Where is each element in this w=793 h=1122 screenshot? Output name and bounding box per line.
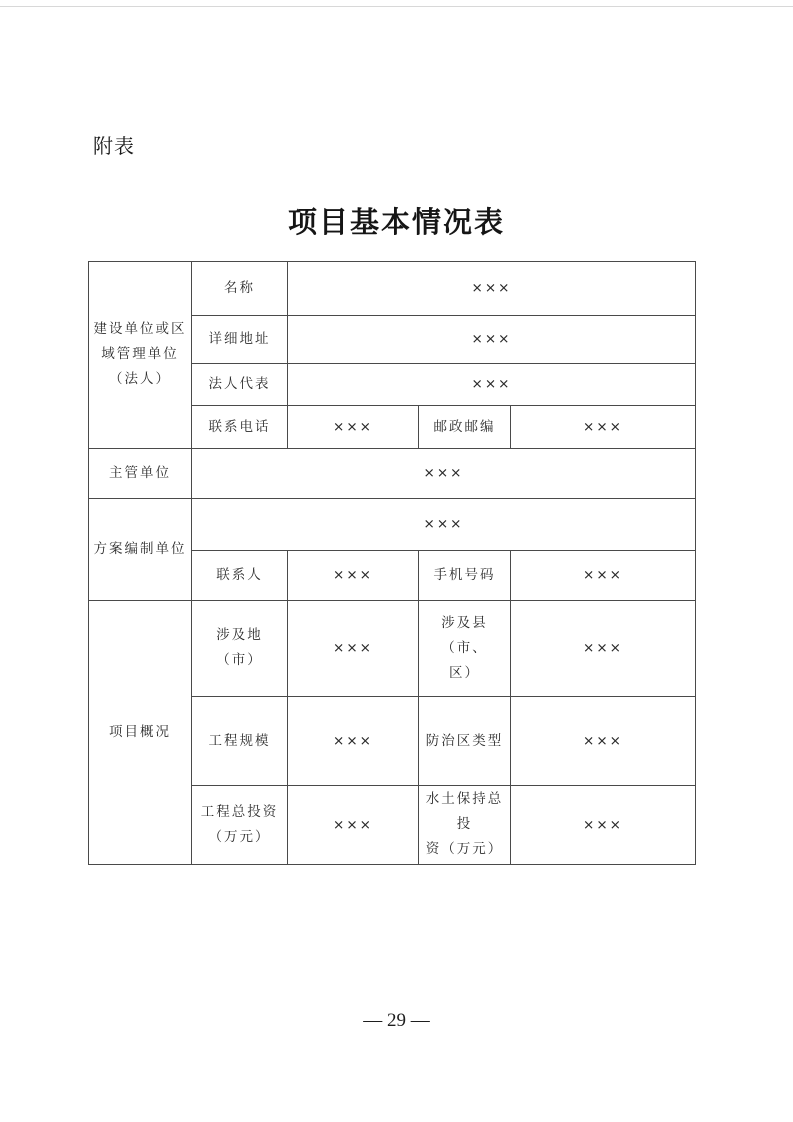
scale-value: ××× bbox=[288, 697, 419, 786]
zone-value: ××× bbox=[511, 697, 696, 786]
table-title: 项目基本情况表 bbox=[287, 205, 505, 239]
table-row bbox=[89, 262, 696, 316]
address-value: ××× bbox=[288, 316, 696, 364]
project-info-table bbox=[88, 261, 696, 865]
investment-label-line2: （万元） bbox=[208, 828, 271, 845]
phone-label: 联系电话 bbox=[192, 406, 288, 449]
page-number: — 29 — bbox=[363, 1010, 430, 1031]
authority-label: 主管单位 bbox=[89, 449, 192, 499]
scale-label: 工程规模 bbox=[192, 697, 288, 786]
builder-header-cell bbox=[89, 262, 192, 449]
city-value: ××× bbox=[288, 601, 419, 697]
postcode-label: 邮政邮编 bbox=[419, 406, 511, 449]
swc-investment-label-cell bbox=[419, 786, 511, 865]
legal-rep-label: 法人代表 bbox=[192, 364, 288, 406]
builder-header-line1: 建设单位或区 bbox=[93, 321, 187, 337]
investment-value: ××× bbox=[288, 786, 419, 865]
overview-label: 项目概况 bbox=[89, 601, 192, 865]
mobile-value: ××× bbox=[511, 551, 696, 601]
builder-header-line3: （法人） bbox=[109, 371, 171, 387]
name-value: ××× bbox=[288, 262, 696, 316]
zone-label: 防治区类型 bbox=[419, 697, 511, 786]
contact-value: ××× bbox=[288, 551, 419, 601]
investment-label-line1: 工程总投资 bbox=[200, 803, 279, 820]
swc-investment-label-line1: 水土保持总投 bbox=[425, 791, 504, 832]
annex-label: 附表 bbox=[93, 134, 135, 158]
plan-unit-value: ××× bbox=[192, 499, 696, 551]
county-label-line1: 涉及县（市、 bbox=[441, 614, 488, 656]
county-value: ××× bbox=[511, 601, 696, 697]
plan-unit-label: 方案编制单位 bbox=[89, 499, 192, 601]
table-row bbox=[89, 499, 696, 551]
name-label: 名称 bbox=[192, 262, 288, 316]
county-label-cell bbox=[419, 601, 511, 697]
city-label-line1: 涉及地 bbox=[216, 627, 263, 643]
contact-label: 联系人 bbox=[192, 551, 288, 601]
table-row bbox=[89, 449, 696, 499]
table-row bbox=[89, 601, 696, 697]
mobile-label: 手机号码 bbox=[419, 551, 511, 601]
builder-header-line2: 域管理单位 bbox=[101, 346, 179, 362]
city-label-line2: （市） bbox=[216, 652, 263, 668]
city-label-cell bbox=[192, 601, 288, 697]
swc-investment-value: ××× bbox=[511, 786, 696, 865]
investment-label-cell bbox=[192, 786, 288, 865]
phone-value: ××× bbox=[288, 406, 419, 449]
county-label-line2: 区） bbox=[449, 664, 480, 681]
authority-value: ××× bbox=[192, 449, 696, 499]
swc-investment-label-line2: 资（万元） bbox=[425, 841, 504, 857]
legal-rep-value: ××× bbox=[288, 364, 696, 406]
address-label: 详细地址 bbox=[192, 316, 288, 364]
postcode-value: ××× bbox=[511, 406, 696, 449]
scan-edge-line bbox=[0, 6, 793, 7]
